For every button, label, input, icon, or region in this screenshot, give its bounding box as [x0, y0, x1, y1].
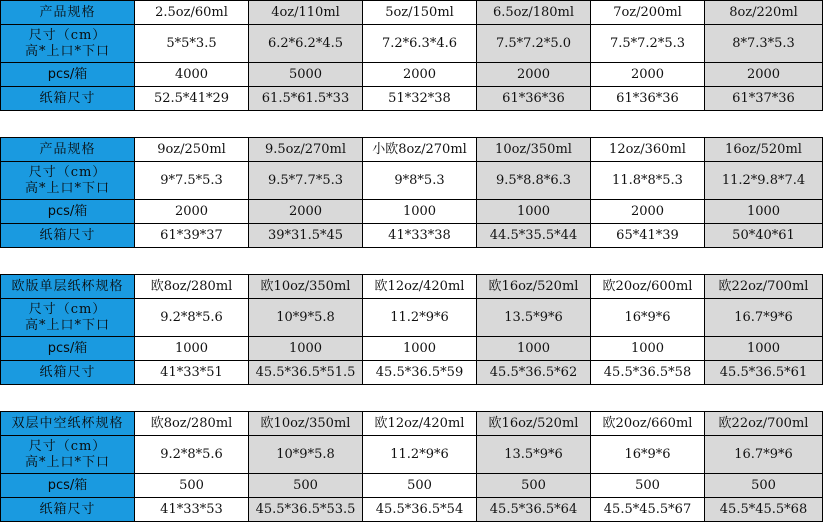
- spec-table-4: [0, 411, 823, 522]
- pcs-cell: 1000: [135, 337, 249, 361]
- pcs-cell: 500: [591, 474, 705, 498]
- spec-cell: 欧8oz/280ml: [135, 275, 249, 299]
- spec-cell: 欧8oz/280ml: [135, 412, 249, 436]
- spec-cell: 欧20oz/660ml: [591, 412, 705, 436]
- pcs-row: [1, 63, 823, 87]
- box-cell: 41*33*53: [135, 498, 249, 522]
- pcs-cell: 500: [249, 474, 363, 498]
- box-row-label: 纸箱尺寸: [1, 361, 135, 385]
- size-cell: 6.2*6.2*4.5: [249, 25, 363, 63]
- size-cell: 8*7.3*5.3: [705, 25, 823, 63]
- spec-cell: 欧20oz/600ml: [591, 275, 705, 299]
- box-cell: 39*31.5*45: [249, 224, 363, 248]
- spec-cell: 欧10oz/350ml: [249, 275, 363, 299]
- size-label-unit: 尺寸（cm）: [28, 164, 107, 180]
- spec-row: [1, 138, 823, 162]
- size-cell: 7.5*7.2*5.3: [591, 25, 705, 63]
- box-cell: 61*39*37: [135, 224, 249, 248]
- box-row: [1, 361, 823, 385]
- box-row-label: 纸箱尺寸: [1, 224, 135, 248]
- size-label-unit: 尺寸（cm）: [28, 27, 107, 43]
- spec-cell: 欧16oz/520ml: [477, 412, 591, 436]
- size-row-label: [1, 162, 135, 200]
- spec-cell: 9.5oz/270ml: [249, 138, 363, 162]
- pcs-cell: 500: [135, 474, 249, 498]
- size-cell: 11.8*8*5.3: [591, 162, 705, 200]
- box-cell: 45.5*36.5*59: [363, 361, 477, 385]
- size-cell: 9.5*8.8*6.3: [477, 162, 591, 200]
- size-cell: 16.7*9*6: [705, 436, 823, 474]
- box-cell: 61*37*36: [705, 87, 823, 111]
- spec-cell: 欧16oz/520ml: [477, 275, 591, 299]
- pcs-cell: 1000: [591, 337, 705, 361]
- box-row: [1, 224, 823, 248]
- size-label-dims: 高*上口*下口: [24, 43, 110, 59]
- spec-cell: 7oz/200ml: [591, 1, 705, 25]
- box-cell: 65*41*39: [591, 224, 705, 248]
- box-cell: 61*36*36: [477, 87, 591, 111]
- pcs-cell: 5000: [249, 63, 363, 87]
- size-cell: 11.2*9*6: [363, 436, 477, 474]
- pcs-cell: 2000: [363, 63, 477, 87]
- box-cell: 45.5*36.5*58: [591, 361, 705, 385]
- size-cell: 9*8*5.3: [363, 162, 477, 200]
- size-cell: 13.5*9*6: [477, 436, 591, 474]
- size-row-label: [1, 25, 135, 63]
- size-cell: 13.5*9*6: [477, 299, 591, 337]
- box-row: [1, 87, 823, 111]
- spec-cell: 小欧8oz/270ml: [363, 138, 477, 162]
- pcs-row: [1, 337, 823, 361]
- spec-row: [1, 275, 823, 299]
- box-cell: 45.5*36.5*53.5: [249, 498, 363, 522]
- pcs-cell: 2000: [591, 200, 705, 224]
- spec-cell: 9oz/250ml: [135, 138, 249, 162]
- spec-row-label: 欧版单层纸杯规格: [1, 275, 135, 299]
- spec-cell: 5oz/150ml: [363, 1, 477, 25]
- box-cell: 50*40*61: [705, 224, 823, 248]
- pcs-row-label: pcs/箱: [1, 200, 135, 224]
- spec-cell: 欧10oz/350ml: [249, 412, 363, 436]
- pcs-cell: 2000: [591, 63, 705, 87]
- size-row-label: [1, 299, 135, 337]
- spec-cell: 12oz/360ml: [591, 138, 705, 162]
- size-label-dims: 高*上口*下口: [24, 454, 110, 470]
- pcs-cell: 2000: [705, 63, 823, 87]
- pcs-row: [1, 200, 823, 224]
- size-cell: 11.2*9*6: [363, 299, 477, 337]
- box-cell: 41*33*51: [135, 361, 249, 385]
- box-cell: 45.5*36.5*62: [477, 361, 591, 385]
- size-cell: 16.7*9*6: [705, 299, 823, 337]
- spec-cell: 欧22oz/700ml: [705, 412, 823, 436]
- box-cell: 45.5*36.5*51.5: [249, 361, 363, 385]
- size-label-dims: 高*上口*下口: [24, 180, 110, 196]
- pcs-row: [1, 474, 823, 498]
- size-cell: 11.2*9.8*7.4: [705, 162, 823, 200]
- spec-cell: 4oz/110ml: [249, 1, 363, 25]
- spec-row: [1, 1, 823, 25]
- box-cell: 45.5*45.5*68: [705, 498, 823, 522]
- spec-cell: 6.5oz/180ml: [477, 1, 591, 25]
- spec-cell: 16oz/520ml: [705, 138, 823, 162]
- spec-cell: 欧12oz/420ml: [363, 412, 477, 436]
- pcs-cell: 1000: [705, 337, 823, 361]
- spec-row: [1, 412, 823, 436]
- box-cell: 41*33*38: [363, 224, 477, 248]
- pcs-cell: 1000: [705, 200, 823, 224]
- spec-table-2: [0, 137, 823, 248]
- pcs-cell: 1000: [249, 337, 363, 361]
- box-row-label: 纸箱尺寸: [1, 498, 135, 522]
- size-cell: 9.2*8*5.6: [135, 299, 249, 337]
- size-row: [1, 436, 823, 474]
- size-cell: 7.2*6.3*4.6: [363, 25, 477, 63]
- size-cell: 7.5*7.2*5.0: [477, 25, 591, 63]
- pcs-cell: 500: [477, 474, 591, 498]
- size-cell: 16*9*6: [591, 436, 705, 474]
- spec-cell: 欧12oz/420ml: [363, 275, 477, 299]
- spec-cell: 10oz/350ml: [477, 138, 591, 162]
- pcs-cell: 1000: [363, 200, 477, 224]
- spec-row-label: 产品规格: [1, 1, 135, 25]
- box-cell: 51*32*38: [363, 87, 477, 111]
- size-cell: 16*9*6: [591, 299, 705, 337]
- size-label-unit: 尺寸（cm）: [28, 438, 107, 454]
- box-cell: 45.5*36.5*61: [705, 361, 823, 385]
- pcs-cell: 2000: [477, 63, 591, 87]
- size-label-dims: 高*上口*下口: [24, 317, 110, 333]
- size-cell: 9.2*8*5.6: [135, 436, 249, 474]
- pcs-cell: 1000: [363, 337, 477, 361]
- size-label-unit: 尺寸（cm）: [28, 301, 107, 317]
- spec-cell: 2.5oz/60ml: [135, 1, 249, 25]
- box-row-label: 纸箱尺寸: [1, 87, 135, 111]
- box-cell: 45.5*36.5*54: [363, 498, 477, 522]
- pcs-cell: 1000: [477, 337, 591, 361]
- box-cell: 44.5*35.5*44: [477, 224, 591, 248]
- size-cell: 9.5*7.7*5.3: [249, 162, 363, 200]
- box-cell: 61.5*61.5*33: [249, 87, 363, 111]
- box-cell: 45.5*45.5*67: [591, 498, 705, 522]
- pcs-cell: 2000: [135, 200, 249, 224]
- pcs-row-label: pcs/箱: [1, 474, 135, 498]
- size-row-label: [1, 436, 135, 474]
- box-cell: 45.5*36.5*64: [477, 498, 591, 522]
- pcs-cell: 2000: [249, 200, 363, 224]
- spec-cell: 欧22oz/700ml: [705, 275, 823, 299]
- box-cell: 61*36*36: [591, 87, 705, 111]
- spec-table-1: [0, 0, 823, 111]
- size-cell: 10*9*5.8: [249, 436, 363, 474]
- size-row: [1, 25, 823, 63]
- box-cell: 52.5*41*29: [135, 87, 249, 111]
- spec-cell: 8oz/220ml: [705, 1, 823, 25]
- box-row: [1, 498, 823, 522]
- pcs-cell: 1000: [477, 200, 591, 224]
- pcs-row-label: pcs/箱: [1, 337, 135, 361]
- spec-table-3: [0, 274, 823, 385]
- pcs-row-label: pcs/箱: [1, 63, 135, 87]
- pcs-cell: 4000: [135, 63, 249, 87]
- size-cell: 10*9*5.8: [249, 299, 363, 337]
- size-cell: 9*7.5*5.3: [135, 162, 249, 200]
- spec-row-label: 产品规格: [1, 138, 135, 162]
- spec-row-label: 双层中空纸杯规格: [1, 412, 135, 436]
- pcs-cell: 500: [363, 474, 477, 498]
- size-row: [1, 299, 823, 337]
- pcs-cell: 500: [705, 474, 823, 498]
- size-cell: 5*5*3.5: [135, 25, 249, 63]
- size-row: [1, 162, 823, 200]
